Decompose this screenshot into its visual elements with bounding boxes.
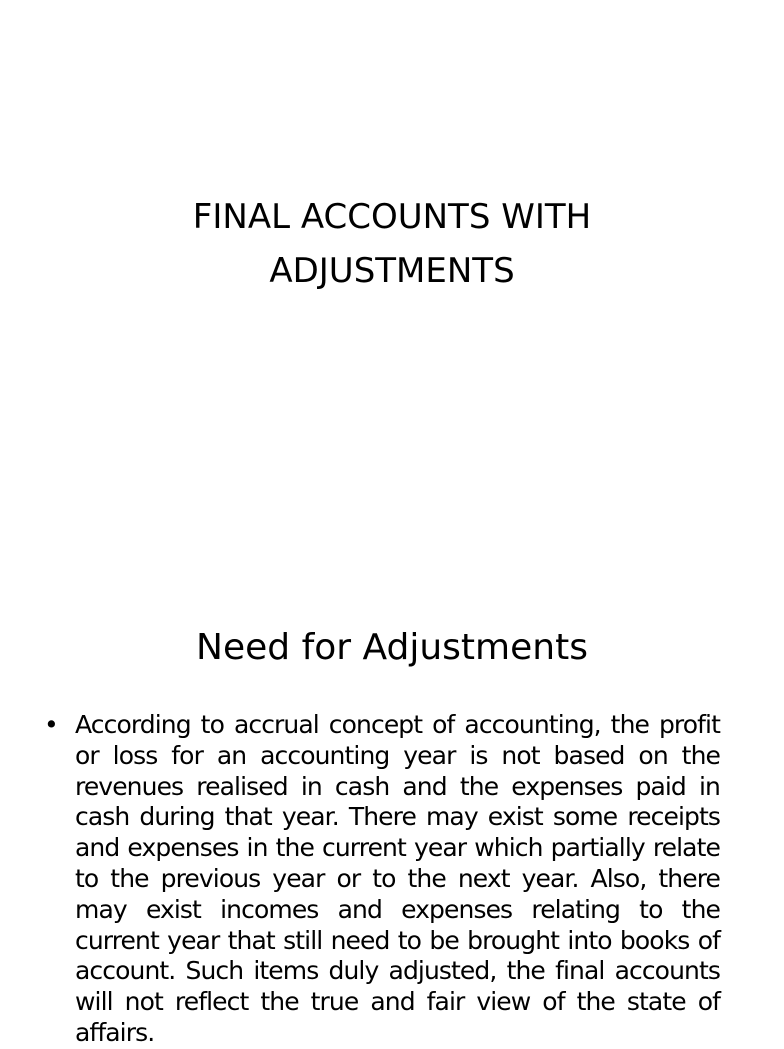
- bullet-text: According to accrual concept of accounting, the profit or loss for an accounting year is not based on the revenues realised in cash and the expenses paid in cash during that year. There may exist some receipts and expenses in the current year which partially relate to the previous year or to the next year. Also, there may exist incomes and expenses relating to the current year that still need to be brought into books of account. Such items duly adjusted, the final accounts will not reflect the true and fair view of the state of affairs.: [75, 710, 720, 1047]
- slide-title-line-2: ADJUSTMENTS: [269, 251, 515, 291]
- content-slide: [0, 588, 784, 1047]
- slide-title-line-1: FINAL ACCOUNTS WITH: [192, 197, 592, 237]
- bullet-item: [44, 710, 720, 1049]
- bullet-list: [44, 710, 720, 1049]
- bullet-marker: •: [44, 710, 59, 739]
- slide-title: [0, 190, 784, 298]
- slide-heading: Need for Adjustments: [196, 627, 588, 668]
